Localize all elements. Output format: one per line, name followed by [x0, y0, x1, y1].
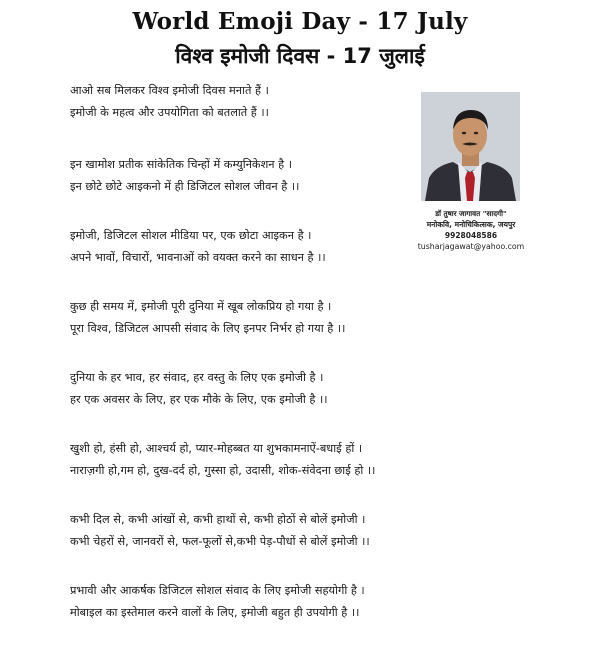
poem-line: इन छोटे छोटे आइकनो में ही डिजिटल सोशल जीवन है ।। — [70, 180, 300, 193]
poem-line: हर एक अवसर के लिए, हर एक मौके के लिए, एक इमोजी है ।। — [70, 393, 328, 406]
poem — [70, 80, 450, 651]
poem-line: अपने भावों, विचारों, भावनाओं को वयक्त करने का साधन है ।। — [70, 251, 326, 264]
poem-line: इमोजी के महत्व और उपयोगिता को बतलाते हैं ।। — [70, 106, 269, 119]
page-title-english: World Emoji Day - 17 July — [132, 8, 468, 35]
poem-line: इमोजी, डिजिटल सोशल मीडिया पर, एक छोटा आइकन है । — [70, 229, 312, 242]
poem-line: कभी चेहरों से, जानवरों से, फल-फूलों से,कभी पेड़-पौधों से बोलें इमोजी ।। — [70, 535, 370, 548]
poem-line: खुशी हो, हंसी हो, आश्चर्य हो, प्यार-मोहब्बत या शुभकामनाऐं-बधाई हों । — [70, 442, 363, 455]
author-info — [412, 208, 530, 252]
poem-line: कुछ ही समय में, इमोजी पूरी दुनिया में खूब लोकप्रिय हो गया है । — [70, 300, 332, 313]
poem-line: कभी दिल से, कभी आंखों से, कभी हाथों से, कभी होठों से बोलें इमोजी । — [70, 513, 366, 526]
poem-stanza — [70, 509, 450, 553]
poem-stanza — [70, 438, 450, 482]
poem-line: दुनिया के हर भाव, हर संवाद, हर वस्तु के लिए एक इमोजी है । — [70, 371, 324, 384]
poem-line: पूरा विश्व, डिजिटल आपसी संवाद के लिए इनपर निर्भर हो गया है ।। — [70, 322, 346, 335]
author-phone: 9928048586 — [444, 231, 498, 240]
poem-line: प्रभावी और आकर्षक डिजिटल सोशल संवाद के लिए इमोजी सहयोगी है । — [70, 584, 365, 597]
page-title-hindi: विश्व इमोजी दिवस - 17 जुलाई — [175, 44, 425, 68]
author-role: मनोकवि, मनोचिकित्सक, जयपुर — [426, 220, 516, 229]
author-email: tusharjagawat@yahoo.com — [417, 242, 525, 251]
poem-stanza — [70, 580, 450, 624]
poem-stanza — [70, 225, 450, 269]
poem-stanza — [70, 296, 450, 340]
poem-stanza — [70, 154, 450, 198]
poem-stanza — [70, 367, 450, 411]
poem-stanza — [70, 80, 450, 124]
poem-line: इन खामोश प्रतीक सांकेतिक चिन्हों में कम्युनिकेशन है । — [70, 158, 292, 171]
poem-line: नाराज़गी हो,गम हो, दुख-दर्द हो, गुस्सा हो, उदासी, शोक-संवेदना छाई हो ।। — [70, 464, 376, 477]
author-name: डॉ तुषार जागावत "सादगी" — [435, 209, 507, 218]
author-photo — [421, 92, 520, 201]
poem-line: आओ सब मिलकर विश्व इमोजी दिवस मनाते हैं । — [70, 84, 269, 97]
poem-line: मोबाइल का इस्तेमाल करने वालों के लिए, इमोजी बहुत ही उपयोगी है ।। — [70, 606, 360, 619]
author-portrait-image — [421, 92, 520, 201]
